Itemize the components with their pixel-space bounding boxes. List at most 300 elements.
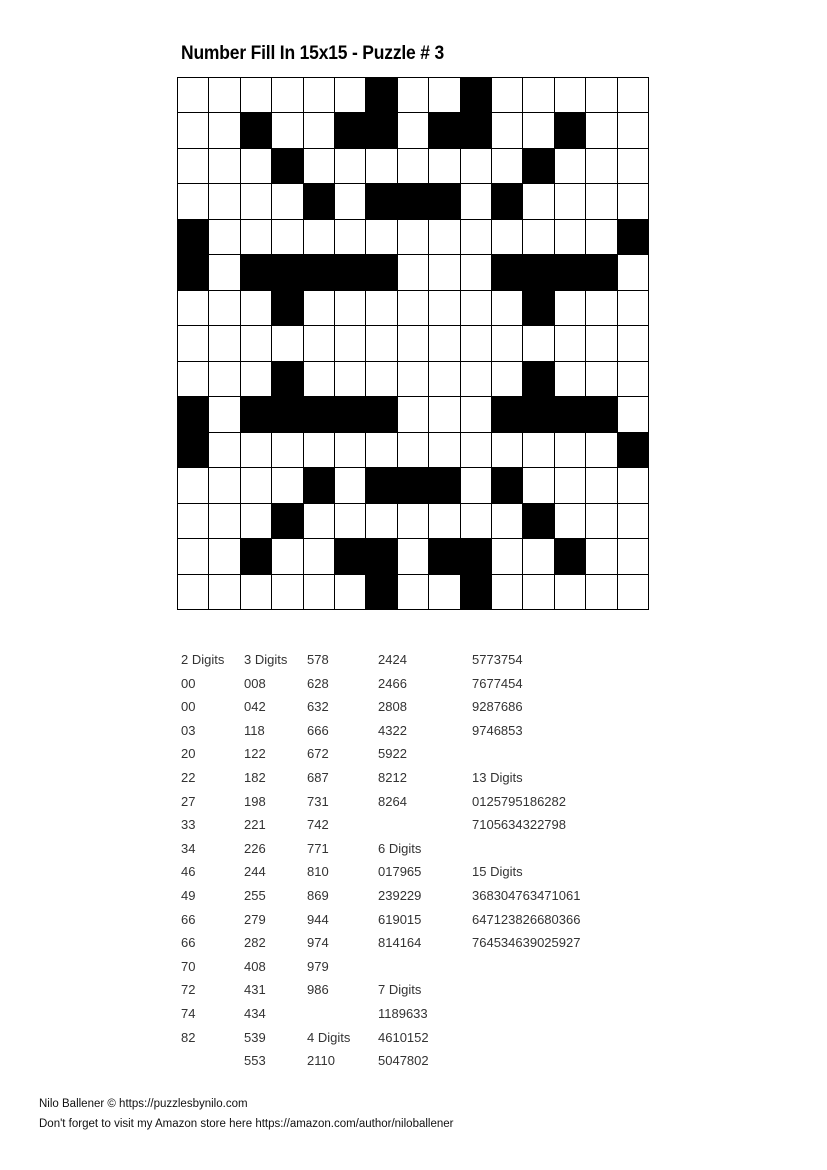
- grid-cell[interactable]: [586, 468, 617, 503]
- grid-cell[interactable]: [178, 504, 209, 539]
- grid-cell[interactable]: [492, 113, 523, 148]
- word-list-column-3: [307, 650, 350, 1075]
- grid-cell[interactable]: [272, 113, 303, 148]
- grid-cell[interactable]: [618, 575, 649, 610]
- footer-store-link: Don't forget to visit my Amazon store here https://amazon.com/author/niloballener: [39, 1118, 454, 1130]
- word-list-entry: 279: [244, 911, 266, 927]
- grid-cell[interactable]: [429, 575, 460, 610]
- grid-block: [366, 184, 397, 219]
- word-list-entry: 122: [244, 746, 266, 762]
- grid-block: [586, 255, 617, 290]
- grid-block: [178, 255, 209, 290]
- grid-cell[interactable]: [618, 539, 649, 574]
- grid-cell[interactable]: [586, 149, 617, 184]
- grid-block: [555, 113, 586, 148]
- grid-cell[interactable]: [461, 255, 492, 290]
- grid-cell[interactable]: [366, 326, 397, 361]
- grid-cell[interactable]: [555, 78, 586, 113]
- grid-cell[interactable]: [272, 433, 303, 468]
- grid-cell[interactable]: [178, 113, 209, 148]
- grid-cell[interactable]: [304, 326, 335, 361]
- grid-cell[interactable]: [178, 575, 209, 610]
- grid-cell[interactable]: [429, 504, 460, 539]
- grid-block: [555, 397, 586, 432]
- grid-cell[interactable]: [335, 326, 366, 361]
- word-list-entry: 408: [244, 958, 266, 974]
- grid-cell[interactable]: [555, 291, 586, 326]
- grid-cell[interactable]: [555, 362, 586, 397]
- grid-cell[interactable]: [272, 539, 303, 574]
- grid-block: [178, 433, 209, 468]
- word-list-entry: 00: [181, 699, 196, 715]
- grid-cell[interactable]: [335, 504, 366, 539]
- grid-cell[interactable]: [618, 504, 649, 539]
- word-list-heading: 15 Digits: [472, 864, 523, 880]
- word-list-entry: 9746853: [472, 722, 523, 738]
- grid-cell[interactable]: [492, 78, 523, 113]
- grid-cell[interactable]: [461, 468, 492, 503]
- grid-cell[interactable]: [555, 149, 586, 184]
- grid-cell[interactable]: [335, 184, 366, 219]
- word-list-column-2: [244, 650, 287, 1075]
- grid-cell[interactable]: [429, 291, 460, 326]
- grid-cell[interactable]: [209, 220, 240, 255]
- grid-cell[interactable]: [209, 504, 240, 539]
- grid-block: [366, 468, 397, 503]
- grid-cell[interactable]: [492, 291, 523, 326]
- grid-cell[interactable]: [461, 397, 492, 432]
- grid-cell[interactable]: [241, 220, 272, 255]
- word-list-heading: 4 Digits: [307, 1029, 351, 1045]
- grid-cell[interactable]: [398, 149, 429, 184]
- grid-cell[interactable]: [523, 78, 554, 113]
- word-list-entry: 255: [244, 887, 266, 903]
- grid-block: [366, 255, 397, 290]
- word-list-entry: 2424: [378, 652, 407, 667]
- word-list-entry: 8212: [378, 769, 407, 785]
- word-list-entry: 239229: [378, 887, 422, 903]
- word-list-entry: 764534639025927: [472, 935, 581, 951]
- word-list-entry: 731: [307, 793, 329, 809]
- grid-cell[interactable]: [304, 362, 335, 397]
- grid-cell[interactable]: [209, 433, 240, 468]
- grid-cell[interactable]: [209, 149, 240, 184]
- grid-cell[interactable]: [398, 326, 429, 361]
- grid-cell[interactable]: [209, 184, 240, 219]
- grid-cell[interactable]: [461, 504, 492, 539]
- word-list-heading: 2 Digits: [181, 652, 225, 667]
- grid-cell[interactable]: [586, 539, 617, 574]
- grid-cell[interactable]: [366, 504, 397, 539]
- grid-cell[interactable]: [555, 468, 586, 503]
- grid-cell[interactable]: [618, 468, 649, 503]
- word-list-entry: [472, 839, 580, 863]
- grid-block: [304, 255, 335, 290]
- grid-cell[interactable]: [178, 184, 209, 219]
- grid-cell[interactable]: [461, 291, 492, 326]
- grid-cell[interactable]: [586, 291, 617, 326]
- word-list-entry: 619015: [378, 911, 422, 927]
- grid-cell[interactable]: [366, 362, 397, 397]
- grid-cell[interactable]: [398, 362, 429, 397]
- grid-cell[interactable]: [429, 255, 460, 290]
- grid-cell[interactable]: [304, 113, 335, 148]
- grid-block: [241, 255, 272, 290]
- grid-cell[interactable]: [335, 575, 366, 610]
- grid-cell[interactable]: [555, 433, 586, 468]
- grid-cell[interactable]: [209, 397, 240, 432]
- grid-block: [304, 397, 335, 432]
- grid-cell[interactable]: [492, 362, 523, 397]
- grid-cell[interactable]: [304, 220, 335, 255]
- grid-cell[interactable]: [586, 362, 617, 397]
- grid-cell[interactable]: [335, 362, 366, 397]
- grid-block: [335, 255, 366, 290]
- grid-cell[interactable]: [492, 326, 523, 361]
- word-list-entry: 7677454: [472, 675, 523, 691]
- word-list-entry: 687: [307, 769, 329, 785]
- grid-block: [461, 113, 492, 148]
- grid-block: [461, 78, 492, 113]
- grid-cell[interactable]: [209, 326, 240, 361]
- grid-block: [492, 184, 523, 219]
- grid-cell[interactable]: [241, 184, 272, 219]
- page-title: Number Fill In 15x15 - Puzzle # 3: [181, 43, 445, 64]
- grid-block: [335, 113, 366, 148]
- grid-cell[interactable]: [241, 362, 272, 397]
- word-list-column-5: [472, 650, 580, 957]
- word-list-entry: 282: [244, 935, 266, 951]
- grid-block: [618, 433, 649, 468]
- grid-cell[interactable]: [241, 433, 272, 468]
- grid-cell[interactable]: [461, 433, 492, 468]
- grid-cell[interactable]: [241, 575, 272, 610]
- word-list-entry: 5922: [378, 746, 407, 762]
- grid-cell[interactable]: [304, 78, 335, 113]
- grid-cell[interactable]: [523, 113, 554, 148]
- grid-cell[interactable]: [272, 575, 303, 610]
- grid-cell[interactable]: [178, 362, 209, 397]
- grid-cell[interactable]: [618, 362, 649, 397]
- grid-cell[interactable]: [335, 220, 366, 255]
- grid-cell[interactable]: [398, 397, 429, 432]
- grid-cell[interactable]: [241, 78, 272, 113]
- word-list-entry: 666: [307, 722, 329, 738]
- grid-cell[interactable]: [209, 291, 240, 326]
- grid-cell[interactable]: [492, 149, 523, 184]
- grid-block: [272, 362, 303, 397]
- grid-cell[interactable]: [209, 113, 240, 148]
- grid-cell[interactable]: [178, 539, 209, 574]
- grid-cell[interactable]: [618, 78, 649, 113]
- grid-block: [304, 468, 335, 503]
- grid-block: [241, 397, 272, 432]
- grid-cell[interactable]: [335, 433, 366, 468]
- grid-cell[interactable]: [586, 504, 617, 539]
- word-list-entry: 2808: [378, 699, 407, 715]
- grid-cell[interactable]: [461, 149, 492, 184]
- word-list-entry: 672: [307, 746, 329, 762]
- grid-block: [366, 78, 397, 113]
- grid-block: [272, 255, 303, 290]
- grid-cell[interactable]: [398, 291, 429, 326]
- grid-cell[interactable]: [492, 220, 523, 255]
- grid-cell[interactable]: [555, 220, 586, 255]
- grid-block: [178, 397, 209, 432]
- grid-cell[interactable]: [209, 575, 240, 610]
- word-list-entry: 5773754: [472, 652, 523, 667]
- word-list-entry: 9287686: [472, 699, 523, 715]
- grid-cell[interactable]: [429, 220, 460, 255]
- word-list-entry: 042: [244, 699, 266, 715]
- word-list-entry: 72: [181, 982, 196, 998]
- grid-cell[interactable]: [618, 113, 649, 148]
- grid-cell[interactable]: [241, 504, 272, 539]
- grid-cell[interactable]: [618, 291, 649, 326]
- grid-cell[interactable]: [429, 149, 460, 184]
- grid-cell[interactable]: [523, 326, 554, 361]
- grid-cell[interactable]: [366, 433, 397, 468]
- word-list-entry: 1189633: [378, 1005, 428, 1021]
- word-list-entry: 368304763471061: [472, 887, 581, 903]
- grid-cell[interactable]: [178, 149, 209, 184]
- grid-cell[interactable]: [335, 149, 366, 184]
- word-list-entry: [472, 744, 580, 768]
- grid-block: [398, 468, 429, 503]
- grid-cell[interactable]: [429, 326, 460, 361]
- grid-block: [429, 184, 460, 219]
- word-list-entry: 00: [181, 675, 196, 691]
- word-list-entry: 810: [307, 864, 329, 880]
- grid-cell[interactable]: [398, 433, 429, 468]
- grid-cell[interactable]: [209, 468, 240, 503]
- word-list-entry: 74: [181, 1005, 196, 1021]
- grid-cell[interactable]: [398, 539, 429, 574]
- grid-cell[interactable]: [492, 433, 523, 468]
- word-list-entry: 66: [181, 911, 196, 927]
- grid-cell[interactable]: [272, 220, 303, 255]
- word-list-heading: 7 Digits: [378, 982, 422, 998]
- grid-cell[interactable]: [461, 184, 492, 219]
- grid-cell[interactable]: [492, 575, 523, 610]
- grid-cell[interactable]: [429, 78, 460, 113]
- grid-cell[interactable]: [586, 113, 617, 148]
- grid-cell[interactable]: [586, 78, 617, 113]
- grid-cell[interactable]: [555, 575, 586, 610]
- word-list-entry: 70: [181, 958, 196, 974]
- grid-cell[interactable]: [209, 255, 240, 290]
- grid-block: [366, 113, 397, 148]
- word-list-entry: 431: [244, 982, 266, 998]
- grid-cell[interactable]: [618, 255, 649, 290]
- word-list-entry: 979: [307, 958, 329, 974]
- word-list-entry: 5047802: [378, 1053, 429, 1069]
- grid-cell[interactable]: [241, 468, 272, 503]
- grid-cell[interactable]: [178, 78, 209, 113]
- grid-cell[interactable]: [209, 362, 240, 397]
- word-list-entry: 33: [181, 817, 196, 833]
- grid-cell[interactable]: [555, 326, 586, 361]
- word-list-entry: [307, 1004, 350, 1028]
- word-list-entry: 49: [181, 887, 196, 903]
- word-list-entry: 20: [181, 746, 196, 762]
- grid-block: [461, 575, 492, 610]
- grid-cell[interactable]: [241, 149, 272, 184]
- grid-cell[interactable]: [304, 575, 335, 610]
- grid-cell[interactable]: [304, 291, 335, 326]
- grid-cell[interactable]: [272, 326, 303, 361]
- grid-block: [272, 397, 303, 432]
- grid-cell[interactable]: [555, 504, 586, 539]
- grid-block: [398, 184, 429, 219]
- word-list-entry: 66: [181, 935, 196, 951]
- grid-cell[interactable]: [523, 468, 554, 503]
- grid-cell[interactable]: [586, 220, 617, 255]
- grid-cell[interactable]: [178, 326, 209, 361]
- grid-cell[interactable]: [304, 433, 335, 468]
- footer-credit: Nilo Ballener © https://puzzlesbynilo.com: [39, 1098, 248, 1110]
- grid-block: [523, 362, 554, 397]
- grid-cell[interactable]: [429, 397, 460, 432]
- word-list-entry: 34: [181, 840, 196, 856]
- grid-block: [366, 575, 397, 610]
- grid-cell[interactable]: [523, 184, 554, 219]
- grid-cell[interactable]: [461, 220, 492, 255]
- grid-block: [366, 397, 397, 432]
- grid-cell[interactable]: [304, 504, 335, 539]
- word-list-entry: 986: [307, 982, 329, 998]
- grid-cell[interactable]: [586, 184, 617, 219]
- grid-block: [241, 113, 272, 148]
- word-list-entry: 742: [307, 817, 329, 833]
- grid-cell[interactable]: [398, 220, 429, 255]
- word-list-entry: 7105634322798: [472, 817, 566, 833]
- grid-cell[interactable]: [272, 78, 303, 113]
- grid-block: [523, 149, 554, 184]
- word-list-entry: 008: [244, 675, 266, 691]
- grid-block: [492, 468, 523, 503]
- word-list-column-4: [378, 650, 429, 1075]
- grid-cell[interactable]: [366, 220, 397, 255]
- grid-cell[interactable]: [429, 433, 460, 468]
- grid-block: [272, 149, 303, 184]
- grid-cell[interactable]: [335, 291, 366, 326]
- grid-block: [335, 397, 366, 432]
- grid-cell[interactable]: [461, 362, 492, 397]
- word-list-entry: 22: [181, 769, 196, 785]
- word-list-entry: 118: [244, 722, 265, 738]
- grid-cell[interactable]: [304, 149, 335, 184]
- word-list-entry: 198: [244, 793, 266, 809]
- grid-cell[interactable]: [366, 149, 397, 184]
- grid-cell[interactable]: [523, 539, 554, 574]
- word-list-entry: 647123826680366: [472, 911, 581, 927]
- grid-cell[interactable]: [523, 433, 554, 468]
- word-list-entry: 539: [244, 1029, 266, 1045]
- grid-cell[interactable]: [523, 575, 554, 610]
- grid-cell[interactable]: [618, 149, 649, 184]
- word-list-entry: 4610152: [378, 1029, 429, 1045]
- word-list-heading: 3 Digits: [244, 652, 288, 667]
- grid-block: [429, 539, 460, 574]
- grid-block: [178, 220, 209, 255]
- grid-block: [335, 539, 366, 574]
- grid-block: [492, 255, 523, 290]
- word-list-column-1: [181, 650, 224, 1051]
- grid-cell[interactable]: [272, 468, 303, 503]
- grid-cell[interactable]: [461, 326, 492, 361]
- grid-cell[interactable]: [366, 291, 397, 326]
- grid-block: [586, 397, 617, 432]
- word-list-entry: 553: [244, 1053, 266, 1069]
- word-list-entry: 814164: [378, 935, 422, 951]
- word-list-entry: 632: [307, 699, 329, 715]
- grid-cell[interactable]: [398, 78, 429, 113]
- grid-cell[interactable]: [178, 468, 209, 503]
- word-list-entry: 4322: [378, 722, 407, 738]
- grid-block: [304, 184, 335, 219]
- grid-cell[interactable]: [618, 326, 649, 361]
- grid-block: [523, 255, 554, 290]
- word-list-entry: 244: [244, 864, 266, 880]
- word-list-entry: [378, 957, 429, 981]
- word-list-entry: 974: [307, 935, 329, 951]
- word-list-entry: 226: [244, 840, 266, 856]
- word-list-entry: 182: [244, 769, 266, 785]
- grid-cell[interactable]: [398, 575, 429, 610]
- grid-cell[interactable]: [398, 113, 429, 148]
- grid-cell[interactable]: [304, 539, 335, 574]
- grid-block: [429, 468, 460, 503]
- grid-cell[interactable]: [398, 255, 429, 290]
- word-list-heading: 6 Digits: [378, 840, 422, 856]
- grid-block: [241, 539, 272, 574]
- grid-cell[interactable]: [398, 504, 429, 539]
- word-list-entry: [378, 815, 429, 839]
- grid-cell[interactable]: [555, 184, 586, 219]
- grid-cell[interactable]: [335, 78, 366, 113]
- grid-block: [523, 397, 554, 432]
- grid-cell[interactable]: [178, 291, 209, 326]
- grid-cell[interactable]: [241, 326, 272, 361]
- grid-cell[interactable]: [618, 397, 649, 432]
- grid-cell[interactable]: [586, 326, 617, 361]
- grid-cell[interactable]: [492, 504, 523, 539]
- grid-cell[interactable]: [272, 184, 303, 219]
- grid-cell[interactable]: [241, 291, 272, 326]
- grid-block: [618, 220, 649, 255]
- grid-cell[interactable]: [586, 575, 617, 610]
- grid-block: [555, 255, 586, 290]
- word-list-entry: 221: [244, 817, 266, 833]
- grid-cell[interactable]: [209, 539, 240, 574]
- word-list-entry: 869: [307, 887, 329, 903]
- grid-cell[interactable]: [335, 468, 366, 503]
- grid-cell[interactable]: [523, 220, 554, 255]
- grid-cell[interactable]: [429, 362, 460, 397]
- word-list-entry: 434: [244, 1005, 266, 1021]
- grid-block: [429, 113, 460, 148]
- grid-cell[interactable]: [586, 433, 617, 468]
- word-list-entry: 0125795186282: [472, 793, 566, 809]
- grid-cell[interactable]: [209, 78, 240, 113]
- word-list-entry: 82: [181, 1029, 196, 1045]
- word-list-entry: 03: [181, 722, 196, 738]
- puzzle-grid[interactable]: [177, 77, 649, 610]
- grid-block: [523, 291, 554, 326]
- grid-cell[interactable]: [492, 539, 523, 574]
- grid-cell[interactable]: [618, 184, 649, 219]
